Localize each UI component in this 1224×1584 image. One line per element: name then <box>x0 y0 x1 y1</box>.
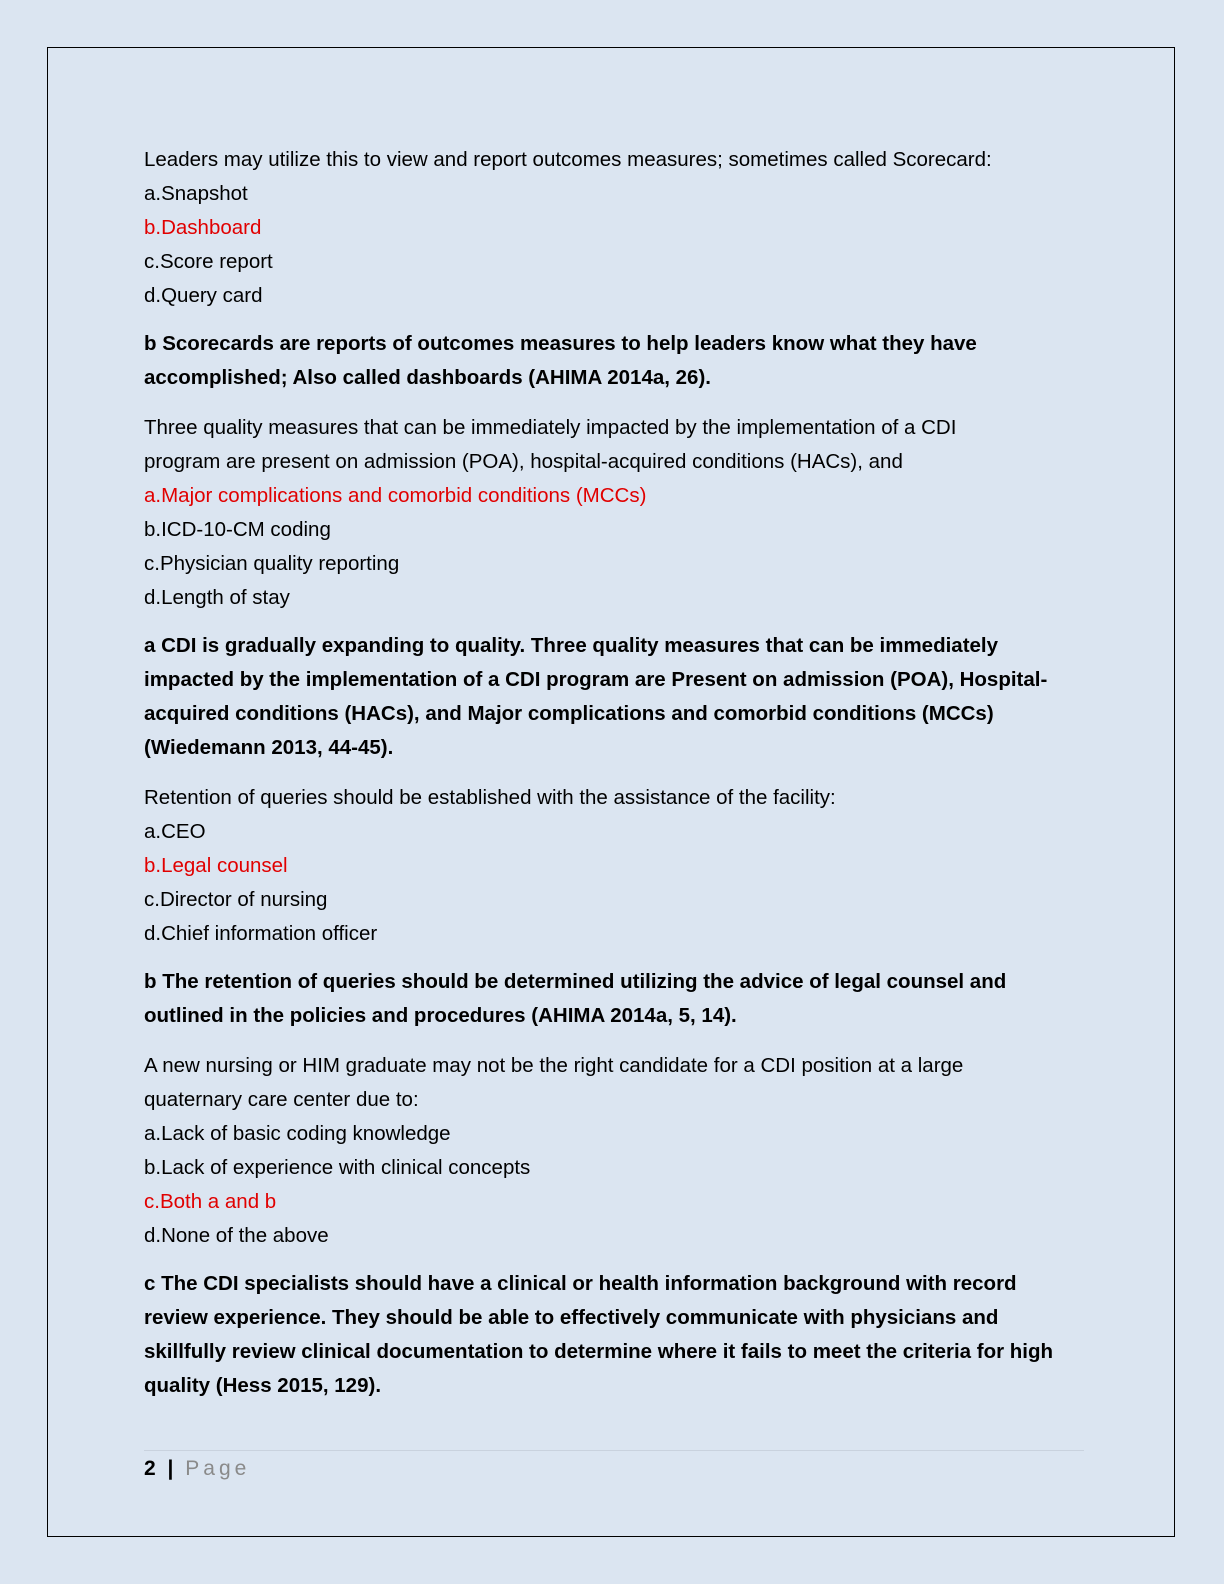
question-2 <box>144 411 1084 615</box>
page-label: Page <box>185 1457 251 1480</box>
answer-option: d.Length of stay <box>144 586 290 609</box>
page-number: 2 <box>144 1457 156 1480</box>
question-stem: Leaders may utilize this to view and report outcomes measures; sometimes called Scorecard: <box>144 148 992 171</box>
answer-option: c.Director of nursing <box>144 888 328 911</box>
footer-divider <box>144 1450 1084 1451</box>
page-footer <box>144 1454 250 1484</box>
answer-explanation: c The CDI specialists should have a clinical or health information background with record review experience. They should be able to effectively communicate with physicians and skillfully review clinical documentation to determine where it fails to meet the criteria for high quality (Hess 2015, 129). <box>144 1272 1054 1397</box>
answer-explanation: b Scorecards are reports of outcomes measures to help leaders know what they have accomplished; Also called dashboards (AHIMA 2014a, 26). <box>144 332 977 389</box>
question-stem: Three quality measures that can be immediately impacted by the implementation of a CDI <box>144 416 957 439</box>
answer-explanation: a CDI is gradually expanding to quality. Three quality measures that can be immediately impacted by the implementation of a CDI program are Present on admission (POA), Hospital-acquired conditions (HACs), and Major complications and comorbid conditions (MCCs) (Wiedemann 2013, 44-45). <box>144 634 1048 759</box>
answer-option: a.Snapshot <box>144 182 248 205</box>
footer-separator: | <box>167 1457 174 1480</box>
document-body <box>144 143 1084 1419</box>
answer-option: b.Lack of experience with clinical concepts <box>144 1156 531 1179</box>
answer-option: a.CEO <box>144 820 206 843</box>
answer-explanation: b The retention of queries should be determined utilizing the advice of legal counsel and outlined in the policies and procedures (AHIMA 2014a, 5, 14). <box>144 970 1007 1027</box>
answer-option: d.None of the above <box>144 1224 329 1247</box>
answer-option: b.ICD-10-CM coding <box>144 518 331 541</box>
question-stem: quaternary care center due to: <box>144 1088 419 1111</box>
correct-answer-option: b.Dashboard <box>144 216 262 239</box>
question-1 <box>144 143 1084 313</box>
question-4 <box>144 1049 1084 1253</box>
answer-option: c.Physician quality reporting <box>144 552 400 575</box>
question-stem: Retention of queries should be established with the assistance of the facility: <box>144 786 836 809</box>
question-stem: program are present on admission (POA), hospital-acquired conditions (HACs), and <box>144 450 903 473</box>
correct-answer-option: b.Legal counsel <box>144 854 288 877</box>
answer-option: c.Score report <box>144 250 273 273</box>
question-stem: A new nursing or HIM graduate may not be the right candidate for a CDI position at a large <box>144 1054 964 1077</box>
answer-option: a.Lack of basic coding knowledge <box>144 1122 451 1145</box>
answer-option: d.Query card <box>144 284 263 307</box>
answer-option: d.Chief information officer <box>144 922 378 945</box>
correct-answer-option: a.Major complications and comorbid conditions (MCCs) <box>144 484 647 507</box>
correct-answer-option: c.Both a and b <box>144 1190 277 1213</box>
question-3 <box>144 781 1084 951</box>
